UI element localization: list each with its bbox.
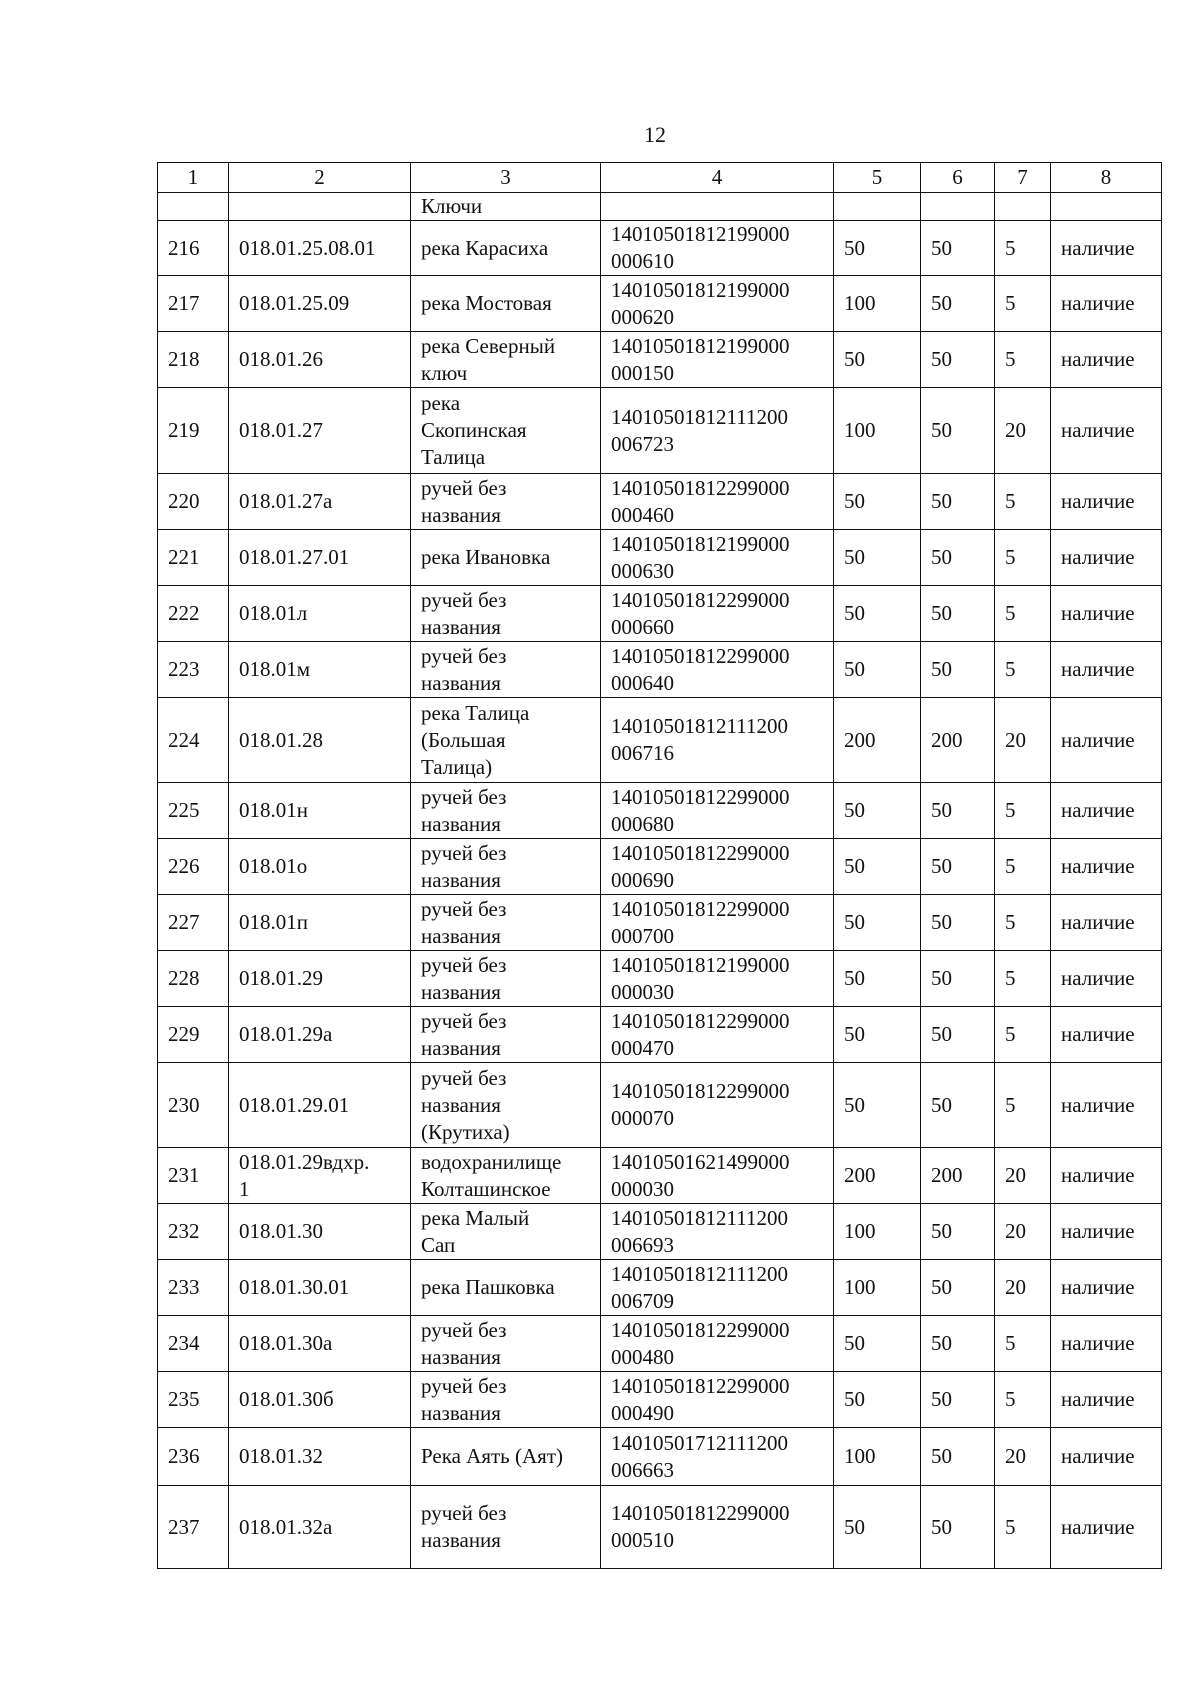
- header-col-8: 8: [1051, 163, 1162, 193]
- cell-col6: 50: [921, 276, 995, 332]
- table-row: [158, 388, 1162, 474]
- cell-name: река Ивановка: [411, 530, 601, 586]
- cell-number: 224: [158, 698, 229, 783]
- cell-col5: 50: [834, 839, 921, 895]
- cell-col6: 50: [921, 1204, 995, 1260]
- cell-number: 233: [158, 1260, 229, 1316]
- cell-col6: 50: [921, 530, 995, 586]
- cell-registry-id: 14010501812299000 000070: [601, 1063, 834, 1148]
- cell-status: наличие: [1051, 474, 1162, 530]
- cell-code: 018.01.29вдхр. 1: [229, 1148, 411, 1204]
- table-row: [158, 1007, 1162, 1063]
- table-row: [158, 951, 1162, 1007]
- cell-col5: 50: [834, 642, 921, 698]
- cell-number: 221: [158, 530, 229, 586]
- cell-number: 230: [158, 1063, 229, 1148]
- section-cell-8: [1051, 193, 1162, 221]
- header-col-3: 3: [411, 163, 601, 193]
- cell-col6: 200: [921, 1148, 995, 1204]
- cell-col5: 100: [834, 1204, 921, 1260]
- header-col-6: 6: [921, 163, 995, 193]
- cell-col5: 50: [834, 1316, 921, 1372]
- cell-col5: 100: [834, 1260, 921, 1316]
- cell-status: наличие: [1051, 276, 1162, 332]
- cell-col7: 5: [995, 530, 1051, 586]
- cell-col5: 50: [834, 332, 921, 388]
- cell-col7: 5: [995, 783, 1051, 839]
- cell-col5: 50: [834, 586, 921, 642]
- cell-col7: 5: [995, 951, 1051, 1007]
- table-row: [158, 586, 1162, 642]
- cell-registry-id: 14010501812111200 006709: [601, 1260, 834, 1316]
- cell-status: наличие: [1051, 1007, 1162, 1063]
- cell-code: 018.01.32: [229, 1428, 411, 1486]
- cell-registry-id: 14010501812299000 000460: [601, 474, 834, 530]
- cell-status: наличие: [1051, 1204, 1162, 1260]
- cell-number: 228: [158, 951, 229, 1007]
- cell-col7: 5: [995, 1316, 1051, 1372]
- cell-name: река Малый Сап: [411, 1204, 601, 1260]
- cell-number: 235: [158, 1372, 229, 1428]
- cell-registry-id: 14010501812199000 000150: [601, 332, 834, 388]
- cell-name: ручей без названия: [411, 895, 601, 951]
- cell-registry-id: 14010501812199000 000610: [601, 221, 834, 276]
- table-row: [158, 642, 1162, 698]
- column-number-row: [158, 163, 1162, 193]
- cell-code: 018.01н: [229, 783, 411, 839]
- section-cell-1: [158, 193, 229, 221]
- cell-registry-id: 14010501812299000 000490: [601, 1372, 834, 1428]
- cell-number: 236: [158, 1428, 229, 1486]
- cell-number: 219: [158, 388, 229, 474]
- cell-name: ручей без названия: [411, 839, 601, 895]
- section-cell-7: [995, 193, 1051, 221]
- cell-code: 018.01м: [229, 642, 411, 698]
- cell-registry-id: 14010501621499000 000030: [601, 1148, 834, 1204]
- cell-name: ручей без названия: [411, 474, 601, 530]
- water-objects-table: [157, 162, 1162, 1569]
- cell-status: наличие: [1051, 332, 1162, 388]
- cell-code: 018.01.29.01: [229, 1063, 411, 1148]
- section-cell-6: [921, 193, 995, 221]
- page-number: 12: [644, 122, 666, 147]
- cell-status: наличие: [1051, 1148, 1162, 1204]
- cell-col7: 5: [995, 332, 1051, 388]
- cell-col6: 50: [921, 1063, 995, 1148]
- cell-registry-id: 14010501812199000 000630: [601, 530, 834, 586]
- cell-number: 217: [158, 276, 229, 332]
- cell-registry-id: 14010501812299000 000640: [601, 642, 834, 698]
- cell-code: 018.01.25.09: [229, 276, 411, 332]
- cell-number: 237: [158, 1486, 229, 1569]
- cell-name: ручей без названия: [411, 586, 601, 642]
- cell-code: 018.01.29а: [229, 1007, 411, 1063]
- cell-registry-id: 14010501812111200 006723: [601, 388, 834, 474]
- table-row: [158, 530, 1162, 586]
- cell-registry-id: 14010501812299000 000690: [601, 839, 834, 895]
- cell-name: река Северный ключ: [411, 332, 601, 388]
- section-cell-4: [601, 193, 834, 221]
- cell-status: наличие: [1051, 586, 1162, 642]
- cell-col7: 20: [995, 1148, 1051, 1204]
- cell-col6: 200: [921, 698, 995, 783]
- header-col-2: 2: [229, 163, 411, 193]
- cell-code: 018.01п: [229, 895, 411, 951]
- section-cell-5: [834, 193, 921, 221]
- cell-col6: 50: [921, 1007, 995, 1063]
- cell-name: ручей без названия: [411, 783, 601, 839]
- cell-col7: 5: [995, 1486, 1051, 1569]
- cell-registry-id: 14010501812111200 006693: [601, 1204, 834, 1260]
- cell-col7: 20: [995, 388, 1051, 474]
- table-row: [158, 1148, 1162, 1204]
- cell-code: 018.01.29: [229, 951, 411, 1007]
- cell-number: 222: [158, 586, 229, 642]
- cell-code: 018.01л: [229, 586, 411, 642]
- cell-status: наличие: [1051, 1260, 1162, 1316]
- cell-name: ручей без названия: [411, 1007, 601, 1063]
- cell-col6: 50: [921, 1486, 995, 1569]
- cell-status: наличие: [1051, 698, 1162, 783]
- cell-col5: 50: [834, 1007, 921, 1063]
- table-row: [158, 783, 1162, 839]
- cell-code: 018.01.28: [229, 698, 411, 783]
- cell-status: наличие: [1051, 1372, 1162, 1428]
- cell-col7: 5: [995, 895, 1051, 951]
- table-row: [158, 1204, 1162, 1260]
- cell-col5: 50: [834, 783, 921, 839]
- cell-col6: 50: [921, 895, 995, 951]
- table-row: [158, 895, 1162, 951]
- table-row: [158, 839, 1162, 895]
- table-row: [158, 1063, 1162, 1148]
- cell-registry-id: 14010501812299000 000660: [601, 586, 834, 642]
- cell-col6: 50: [921, 388, 995, 474]
- table-row: [158, 1316, 1162, 1372]
- table-row: [158, 221, 1162, 276]
- cell-col7: 5: [995, 586, 1051, 642]
- table-row: [158, 1372, 1162, 1428]
- cell-status: наличие: [1051, 1486, 1162, 1569]
- cell-status: наличие: [1051, 951, 1162, 1007]
- cell-code: 018.01.30.01: [229, 1260, 411, 1316]
- cell-col5: 50: [834, 1372, 921, 1428]
- cell-code: 018.01.27.01: [229, 530, 411, 586]
- cell-status: наличие: [1051, 1316, 1162, 1372]
- cell-col7: 5: [995, 1372, 1051, 1428]
- cell-number: 232: [158, 1204, 229, 1260]
- cell-number: 234: [158, 1316, 229, 1372]
- cell-col5: 50: [834, 530, 921, 586]
- cell-col7: 5: [995, 221, 1051, 276]
- cell-col6: 50: [921, 586, 995, 642]
- cell-name: ручей без названия: [411, 951, 601, 1007]
- table-row: [158, 276, 1162, 332]
- cell-col6: 50: [921, 951, 995, 1007]
- cell-number: 227: [158, 895, 229, 951]
- table-row: [158, 1486, 1162, 1569]
- cell-status: наличие: [1051, 642, 1162, 698]
- cell-status: наличие: [1051, 783, 1162, 839]
- cell-name: ручей без названия: [411, 1316, 601, 1372]
- cell-name: ручей без названия (Крутиха): [411, 1063, 601, 1148]
- header-col-4: 4: [601, 163, 834, 193]
- cell-name: ручей без названия: [411, 1486, 601, 1569]
- cell-col7: 5: [995, 276, 1051, 332]
- cell-code: 018.01.25.08.01: [229, 221, 411, 276]
- header-col-7: 7: [995, 163, 1051, 193]
- cell-col7: 5: [995, 839, 1051, 895]
- cell-col7: 20: [995, 698, 1051, 783]
- table-row: [158, 1428, 1162, 1486]
- cell-registry-id: 14010501812299000 000700: [601, 895, 834, 951]
- cell-code: 018.01.30: [229, 1204, 411, 1260]
- cell-col7: 20: [995, 1260, 1051, 1316]
- cell-col5: 50: [834, 221, 921, 276]
- cell-col7: 5: [995, 1007, 1051, 1063]
- cell-name: река Пашковка: [411, 1260, 601, 1316]
- table-row: [158, 474, 1162, 530]
- cell-col5: 50: [834, 895, 921, 951]
- cell-col7: 5: [995, 474, 1051, 530]
- cell-number: 225: [158, 783, 229, 839]
- cell-col5: 100: [834, 388, 921, 474]
- cell-name: река Талица (Большая Талица): [411, 698, 601, 783]
- cell-status: наличие: [1051, 221, 1162, 276]
- cell-col6: 50: [921, 783, 995, 839]
- cell-code: 018.01о: [229, 839, 411, 895]
- cell-name: река Мостовая: [411, 276, 601, 332]
- cell-registry-id: 14010501812299000 000470: [601, 1007, 834, 1063]
- cell-col6: 50: [921, 1428, 995, 1486]
- cell-registry-id: 14010501812299000 000680: [601, 783, 834, 839]
- cell-name: Река Аять (Аят): [411, 1428, 601, 1486]
- header-col-5: 5: [834, 163, 921, 193]
- cell-name: река Скопинская Талица: [411, 388, 601, 474]
- cell-col5: 50: [834, 1063, 921, 1148]
- cell-code: 018.01.27: [229, 388, 411, 474]
- table-row: [158, 332, 1162, 388]
- cell-col6: 50: [921, 221, 995, 276]
- cell-col5: 50: [834, 1486, 921, 1569]
- cell-code: 018.01.27а: [229, 474, 411, 530]
- table-row: [158, 1260, 1162, 1316]
- cell-number: 229: [158, 1007, 229, 1063]
- cell-col6: 50: [921, 474, 995, 530]
- cell-registry-id: 14010501812299000 000510: [601, 1486, 834, 1569]
- cell-code: 018.01.32а: [229, 1486, 411, 1569]
- cell-col5: 100: [834, 276, 921, 332]
- cell-name: река Карасиха: [411, 221, 601, 276]
- cell-name: ручей без названия: [411, 1372, 601, 1428]
- cell-status: наличие: [1051, 388, 1162, 474]
- cell-status: наличие: [1051, 530, 1162, 586]
- section-row: [158, 193, 1162, 221]
- cell-col5: 200: [834, 1148, 921, 1204]
- cell-col7: 20: [995, 1204, 1051, 1260]
- cell-col6: 50: [921, 1372, 995, 1428]
- cell-number: 218: [158, 332, 229, 388]
- cell-col5: 200: [834, 698, 921, 783]
- cell-code: 018.01.30б: [229, 1372, 411, 1428]
- cell-number: 226: [158, 839, 229, 895]
- cell-registry-id: 14010501812199000 000620: [601, 276, 834, 332]
- cell-registry-id: 14010501812199000 000030: [601, 951, 834, 1007]
- cell-number: 231: [158, 1148, 229, 1204]
- cell-registry-id: 14010501712111200 006663: [601, 1428, 834, 1486]
- header-col-1: 1: [158, 163, 229, 193]
- cell-status: наличие: [1051, 1063, 1162, 1148]
- cell-number: 216: [158, 221, 229, 276]
- cell-col5: 100: [834, 1428, 921, 1486]
- cell-status: наличие: [1051, 839, 1162, 895]
- cell-name: ручей без названия: [411, 642, 601, 698]
- section-title: Ключи: [411, 193, 601, 221]
- cell-col6: 50: [921, 1260, 995, 1316]
- cell-col6: 50: [921, 332, 995, 388]
- cell-registry-id: 14010501812299000 000480: [601, 1316, 834, 1372]
- cell-col6: 50: [921, 839, 995, 895]
- cell-col7: 5: [995, 642, 1051, 698]
- cell-col5: 50: [834, 951, 921, 1007]
- cell-col7: 5: [995, 1063, 1051, 1148]
- section-cell-2: [229, 193, 411, 221]
- cell-number: 223: [158, 642, 229, 698]
- cell-col6: 50: [921, 1316, 995, 1372]
- cell-name: водохранилище Колташинское: [411, 1148, 601, 1204]
- cell-col7: 20: [995, 1428, 1051, 1486]
- cell-number: 220: [158, 474, 229, 530]
- cell-code: 018.01.30а: [229, 1316, 411, 1372]
- cell-registry-id: 14010501812111200 006716: [601, 698, 834, 783]
- cell-col5: 50: [834, 474, 921, 530]
- cell-status: наличие: [1051, 1428, 1162, 1486]
- cell-col6: 50: [921, 642, 995, 698]
- table-row: [158, 698, 1162, 783]
- cell-status: наличие: [1051, 895, 1162, 951]
- cell-code: 018.01.26: [229, 332, 411, 388]
